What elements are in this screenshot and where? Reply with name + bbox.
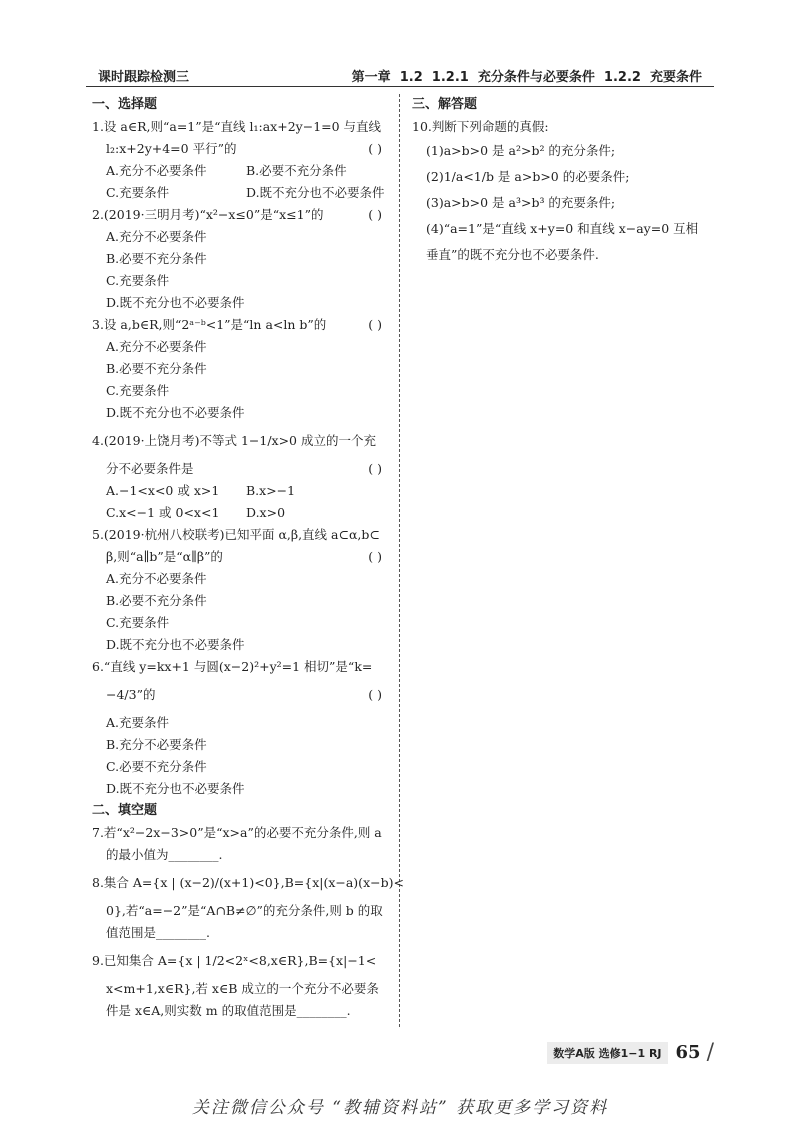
- q6-line2: [92, 678, 392, 712]
- header-left-title: 课时跟踪检测三: [98, 70, 190, 85]
- q1-line2-text: l₂:x+2y+4=0 平行”的: [106, 141, 237, 156]
- question-3: [92, 314, 392, 424]
- q2-line1-text: 2.(2019·三明月考)“x²−x≤0”是“x≤1”的: [92, 207, 324, 222]
- q6-option-b: B.充分不必要条件: [106, 737, 207, 752]
- q2-option-c: C.充要条件: [106, 273, 170, 288]
- q5-answer-paren: ( ): [368, 549, 382, 564]
- q1-option-c: C.充要条件: [106, 185, 170, 200]
- q8-line2: 0},若“a=−2”是“A∩B≠∅”的充分条件,则 b 的取: [106, 903, 383, 918]
- page-footer: [547, 1040, 714, 1065]
- q4-line2-text: 分不必要条件是: [106, 461, 194, 476]
- q5-line1: 5.(2019·杭州八校联考)已知平面 α,β,直线 a⊂α,b⊂: [92, 527, 380, 542]
- q1-options-row1: [92, 160, 392, 182]
- q1-option-a: A.充分不必要条件: [106, 163, 207, 178]
- q9-line1: 9.已知集合 A={x | 1/2<2ˣ<8,x∈R},B={x|−1<: [92, 953, 377, 968]
- header-rule: [86, 86, 714, 87]
- left-column: [92, 94, 404, 1022]
- q10-item-4: (4)“a=1”是“直线 x+y=0 和直线 x−ay=0 互相: [426, 221, 699, 236]
- question-2: [92, 204, 392, 314]
- q8-line1: 8.集合 A={x | (x−2)/(x+1)<0},B={x|(x−a)(x−b)<: [92, 875, 404, 890]
- footer-edition-tag: 数学A版 选修1−1 RJ: [547, 1042, 667, 1064]
- q2-option-a: A.充分不必要条件: [106, 229, 207, 244]
- q6-option-a: A.充要条件: [106, 715, 170, 730]
- q4-line1: 4.(2019·上饶月考)不等式 1−1/x>0 成立的一个充: [92, 433, 376, 448]
- footer-slash: /: [706, 1040, 714, 1065]
- q4-options-row1: [92, 480, 392, 502]
- q4-option-c: C.x<−1 或 0<x<1: [106, 505, 220, 520]
- q9-line2: x<m+1,x∈R},若 x∈B 成立的一个充分不必要条: [106, 981, 379, 996]
- q6-answer-paren: ( ): [368, 687, 382, 702]
- q1-options-row2: [92, 182, 392, 204]
- q1-line2: [92, 138, 392, 160]
- question-9: [92, 944, 392, 1022]
- q9-line3: 件是 x∈A,则实数 m 的取值范围是________.: [106, 1003, 351, 1018]
- q3-line1: [92, 314, 392, 336]
- q3-line1-text: 3.设 a,b∈R,则“2ᵃ⁻ᵇ<1”是“ln a<ln b”的: [92, 317, 327, 332]
- q3-option-a: A.充分不必要条件: [106, 339, 207, 354]
- q5-option-b: B.必要不充分条件: [106, 593, 207, 608]
- question-7: [92, 822, 392, 866]
- q10-item-4-cont: 垂直”的既不充分也不必要条件.: [426, 247, 599, 262]
- q6-option-c: C.必要不充分条件: [106, 759, 207, 774]
- q10-line1: 10.判断下列命题的真假:: [412, 119, 549, 134]
- header-right-title: 第一章 1.2 1.2.1 充分条件与必要条件 1.2.2 充要条件: [351, 70, 702, 85]
- q1-option-d: D.既不充分也不必要条件: [246, 185, 385, 200]
- section-title-fill: 二、填空题: [92, 803, 158, 818]
- section-title-answer: 三、解答题: [412, 97, 478, 112]
- right-column: [412, 94, 712, 268]
- q2-option-b: B.必要不充分条件: [106, 251, 207, 266]
- q4-option-b: B.x>−1: [246, 483, 296, 498]
- question-4: [92, 424, 392, 524]
- q4-answer-paren: ( ): [368, 461, 382, 476]
- q4-options-row2: [92, 502, 392, 524]
- section-title-choice: 一、选择题: [92, 97, 158, 112]
- q4-line2: [92, 458, 392, 480]
- q4-option-a: A.−1<x<0 或 x>1: [106, 483, 220, 498]
- q5-line2-text: β,则“a∥b”是“α∥β”的: [106, 549, 223, 564]
- q6-option-d: D.既不充分也不必要条件: [106, 781, 245, 796]
- q6-line2-text: −4/3”的: [106, 687, 156, 702]
- q3-option-b: B.必要不充分条件: [106, 361, 207, 376]
- q10-item-3: (3)a>b>0 是 a³>b³ 的充要条件;: [426, 195, 616, 210]
- q7-line1: 7.若“x²−2x−3>0”是“x>a”的必要不充分条件,则 a: [92, 825, 382, 840]
- q8-line3: 值范围是________.: [106, 925, 210, 940]
- watermark-text: 关注微信公众号 “教辅资料站” 获取更多学习资料: [191, 1098, 609, 1118]
- question-5: [92, 524, 392, 656]
- q3-option-d: D.既不充分也不必要条件: [106, 405, 245, 420]
- q1-answer-paren: ( ): [368, 141, 382, 156]
- q7-line2: 的最小值为________.: [106, 847, 223, 862]
- q5-line2: [92, 546, 392, 568]
- question-1: [92, 116, 392, 204]
- q2-line1: [92, 204, 392, 226]
- q10-item-2: (2)1/a<1/b 是 a>b>0 的必要条件;: [426, 169, 630, 184]
- question-10: [412, 116, 712, 268]
- q10-item-1: (1)a>b>0 是 a²>b² 的充分条件;: [426, 143, 616, 158]
- q6-line1: 6.“直线 y=kx+1 与圆(x−2)²+y²=1 相切”是“k=: [92, 659, 373, 674]
- q1-option-b: B.必要不充分条件: [246, 163, 347, 178]
- page-number: 65: [675, 1042, 701, 1063]
- q5-option-c: C.充要条件: [106, 615, 170, 630]
- question-6: [92, 656, 392, 800]
- q3-answer-paren: ( ): [368, 317, 382, 332]
- question-8: [92, 866, 404, 944]
- q5-option-a: A.充分不必要条件: [106, 571, 207, 586]
- q5-option-d: D.既不充分也不必要条件: [106, 637, 245, 652]
- q2-answer-paren: ( ): [368, 207, 382, 222]
- q4-option-d: D.x>0: [246, 505, 286, 520]
- q2-option-d: D.既不充分也不必要条件: [106, 295, 245, 310]
- q3-option-c: C.充要条件: [106, 383, 170, 398]
- q1-line1: 1.设 a∈R,则“a=1”是“直线 l₁:ax+2y−1=0 与直线: [92, 119, 382, 134]
